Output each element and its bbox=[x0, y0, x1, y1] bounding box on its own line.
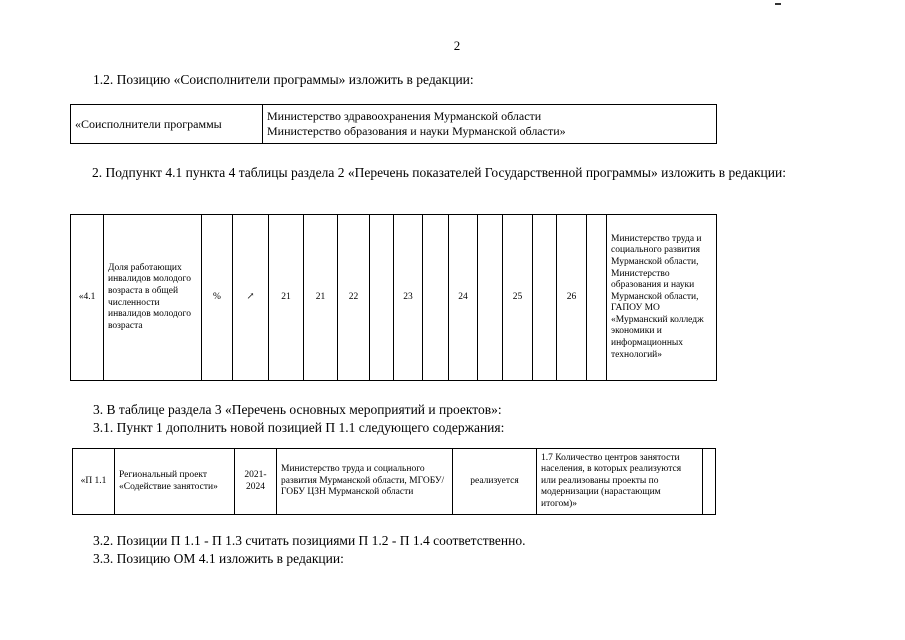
paragraph-3-3: 3.3. Позицию ОМ 4.1 изложить в редакции: bbox=[93, 551, 344, 566]
table-row bbox=[73, 449, 716, 515]
indicator-name: Доля работающих инвалидов молодого возраста в общей численности инвалидов молодого возраста bbox=[104, 215, 202, 381]
paragraph-3-2: 3.2. Позиции П 1.1 - П 1.3 считать позициями П 1.2 - П 1.4 соответственно. bbox=[93, 533, 526, 548]
value-cell: 25 bbox=[503, 215, 533, 381]
co-executors-list bbox=[263, 105, 717, 144]
value-cell: 23 bbox=[394, 215, 423, 381]
project-executors: Министерство труда и социального развития Мурманской области, МГОБУ/ГОБУ ЦЗН Мурманской области bbox=[277, 449, 453, 515]
project-name: Региональный проект «Содействие занятости» bbox=[115, 449, 235, 515]
project-status: реализуется bbox=[453, 449, 537, 515]
paragraph-2: 2. Подпункт 4.1 пункта 4 таблицы раздела 2 «Перечень показателей Государственной программы» изложить в редакции: bbox=[92, 165, 786, 180]
paragraph-1-2: 1.2. Позицию «Соисполнители программы» изложить в редакции: bbox=[93, 72, 474, 87]
empty-cell bbox=[587, 215, 607, 381]
empty-cell bbox=[703, 449, 716, 515]
empty-cell bbox=[533, 215, 557, 381]
paragraph-3-1: 3.1. Пункт 1 дополнить новой позицией П 1.1 следующего содержания: bbox=[93, 420, 505, 435]
table-row bbox=[71, 105, 717, 144]
responsible-executors: Министерство труда и социального развития Мурманской области, Министерство образования и науки Мурманской области, ГАПОУ МО «Мурманский колледж экономики и информационных технологий» bbox=[607, 215, 717, 381]
page-number: 2 bbox=[453, 38, 461, 53]
paragraph-3: 3. В таблице раздела 3 «Перечень основных мероприятий и проектов»: bbox=[93, 402, 502, 417]
empty-cell bbox=[478, 215, 503, 381]
co-executor-line-1: Министерство здравоохранения Мурманской области bbox=[267, 109, 542, 123]
value-cell: 21 bbox=[304, 215, 338, 381]
indicator-unit: % bbox=[202, 215, 233, 381]
empty-cell bbox=[370, 215, 394, 381]
trend-arrow-icon: ↗ bbox=[233, 215, 269, 381]
value-cell: 24 bbox=[449, 215, 478, 381]
project-period: 2021-2024 bbox=[235, 449, 277, 515]
value-cell: 21 bbox=[269, 215, 304, 381]
measure-number: «П 1.1 bbox=[73, 449, 115, 515]
value-cell: 22 bbox=[338, 215, 370, 381]
table-row bbox=[71, 215, 717, 381]
indicator-number: «4.1 bbox=[71, 215, 104, 381]
measures-table bbox=[72, 448, 716, 515]
empty-cell bbox=[423, 215, 449, 381]
value-cell: 26 bbox=[557, 215, 587, 381]
co-executors-label: «Соисполнители программы bbox=[71, 105, 263, 144]
co-executor-line-2: Министерство образования и науки Мурманской области» bbox=[267, 124, 566, 138]
scan-mark bbox=[775, 3, 781, 5]
indicators-table bbox=[70, 214, 717, 381]
co-executors-table bbox=[70, 104, 717, 144]
project-indicator: 1.7 Количество центров занятости населения, в которых реализуются или реализованы проекты по модернизации (нарастающим итогом)» bbox=[537, 449, 703, 515]
